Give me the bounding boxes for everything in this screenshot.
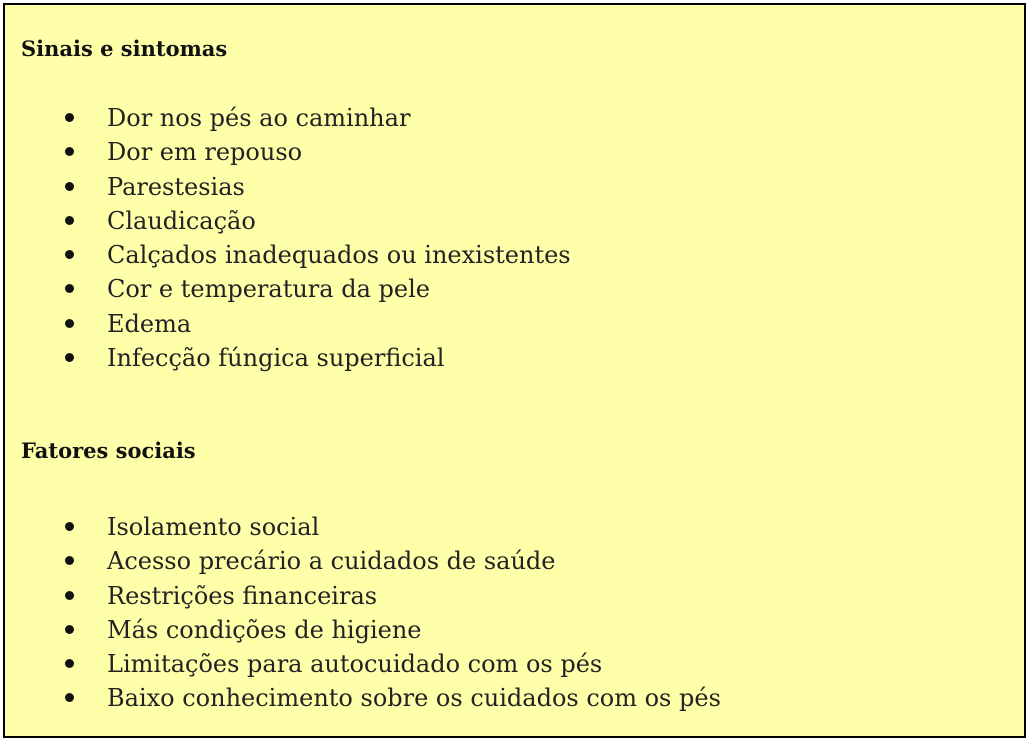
list-item bbox=[5, 613, 721, 647]
list-item bbox=[5, 579, 721, 613]
list-item bbox=[5, 238, 571, 272]
list-item bbox=[5, 272, 571, 306]
list-item-text: Restrições financeiras bbox=[107, 581, 378, 610]
symptoms-list bbox=[5, 101, 571, 375]
list-item-text: Baixo conhecimento sobre os cuidados com os pés bbox=[107, 684, 721, 713]
list-item bbox=[5, 510, 721, 544]
list-item-text: Dor em repouso bbox=[107, 138, 303, 167]
list-item bbox=[5, 135, 571, 169]
section-heading-fatores-sociais: Fatores sociais bbox=[21, 438, 196, 463]
list-item-text: Calçados inadequados ou inexistentes bbox=[107, 241, 571, 270]
list-item bbox=[5, 307, 571, 341]
list-item-text: Infecção fúngica superficial bbox=[107, 344, 445, 373]
list-item-text: Cor e temperatura da pele bbox=[107, 275, 430, 304]
bullet-icon bbox=[65, 693, 74, 702]
list-item bbox=[5, 681, 721, 715]
list-item bbox=[5, 101, 571, 135]
info-box bbox=[3, 3, 1026, 738]
list-item-text: Claudicação bbox=[107, 206, 256, 235]
bullet-icon bbox=[65, 216, 74, 225]
bullet-icon bbox=[65, 353, 74, 362]
list-item bbox=[5, 341, 571, 375]
bullet-icon bbox=[65, 284, 74, 293]
social-factors-list bbox=[5, 510, 721, 716]
list-item-text: Más condições de higiene bbox=[107, 615, 422, 644]
bullet-icon bbox=[65, 522, 74, 531]
bullet-icon bbox=[65, 625, 74, 634]
list-item-text: Acesso precário a cuidados de saúde bbox=[107, 547, 556, 576]
list-item-text: Parestesias bbox=[107, 172, 245, 201]
bullet-icon bbox=[65, 659, 74, 668]
bullet-icon bbox=[65, 319, 74, 328]
list-item bbox=[5, 170, 571, 204]
section-heading-sinais-sintomas: Sinais e sintomas bbox=[21, 36, 228, 61]
bullet-icon bbox=[65, 113, 74, 122]
bullet-icon bbox=[65, 250, 74, 259]
list-item-text: Limitações para autocuidado com os pés bbox=[107, 650, 603, 679]
list-item bbox=[5, 544, 721, 578]
list-item-text: Isolamento social bbox=[107, 513, 320, 541]
bullet-icon bbox=[65, 556, 74, 565]
bullet-icon bbox=[65, 591, 74, 600]
list-item-text: Dor nos pés ao caminhar bbox=[107, 104, 411, 132]
bullet-icon bbox=[65, 147, 74, 156]
list-item bbox=[5, 647, 721, 681]
list-item bbox=[5, 204, 571, 238]
bullet-icon bbox=[65, 182, 74, 191]
list-item-text: Edema bbox=[107, 309, 192, 338]
